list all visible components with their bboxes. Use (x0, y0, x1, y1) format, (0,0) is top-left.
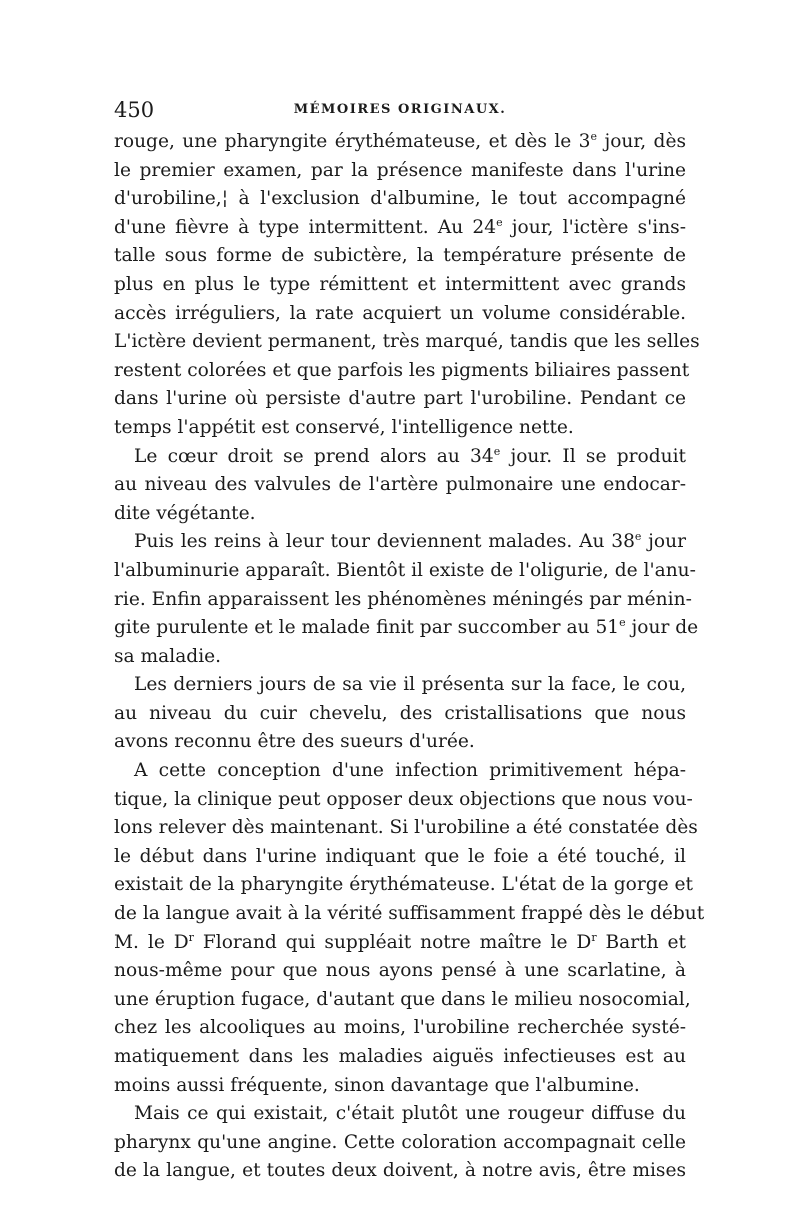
text-line: L'ictère devient permanent, très marqué, tandis que les selles (114, 331, 700, 353)
page-number: 450 (114, 98, 155, 122)
text-line: au niveau des valvules de l'artère pulmonaire une endocar- (114, 474, 686, 496)
text-line: chez les alcooliques au moins, l'urobiline recherchée systé- (114, 1017, 686, 1039)
text-line: d'une fièvre à type intermittent. Au 24e jour, l'ictère s'ins- (114, 215, 686, 238)
text-line: au niveau du cuir chevelu, des cristallisations que nous (114, 702, 686, 724)
text-line: gite purulente et le malade finit par succomber au 51e jour de (114, 616, 699, 639)
text-line: temps l'appétit est conservé, l'intelligence nette. (114, 416, 574, 438)
text-line: existait de la pharyngite érythémateuse. L'état de la gorge et (114, 874, 694, 896)
text-line: plus en plus le type rémittent et intermittent avec grands (114, 273, 686, 295)
text-line: rouge, une pharyngite érythémateuse, et dès le 3e jour, dès (114, 130, 686, 152)
text-line: moins aussi fréquente, sinon davantage que l'albumine. (114, 1074, 640, 1096)
text-line: pharynx qu'une angine. Cette coloration accompagnait celle (114, 1131, 686, 1153)
running-title: MÉMOIRES ORIGINAUX. (293, 102, 507, 117)
text-line: avons reconnu être des sueurs d'urée. (114, 731, 475, 753)
text-line: restent colorées et que parfois les pigments biliaires passent (114, 359, 690, 381)
body-text (114, 128, 705, 1186)
text-line: M. le $D^r$ Florand qui suppléait notre maître le $D^r$ Barth et (114, 930, 686, 953)
text-line: le début dans l'urine indiquant que le foie a été touché, il (114, 845, 686, 867)
text-line: d'urobiline,¦ à l'exclusion d'albumine, le tout accompagné (114, 188, 686, 210)
text-line: accès irréguliers, la rate acquiert un volume considérable. (114, 302, 686, 324)
text-line: matiquement dans les maladies aiguës infectieuses est au (114, 1046, 686, 1067)
text-line: l'albuminurie apparaît. Bientôt il existe de l'oligurie, de l'anu- (114, 559, 696, 581)
paragraph-start-line: Puis les reins à leur tour deviennent malades. Au 38e jour (134, 530, 686, 553)
text-line: rie. Enfin apparaissent les phénomènes méningés par ménin- (114, 588, 692, 610)
paragraph-start-line: Mais ce qui existait, c'était plutôt une rougeur diffuse du (134, 1103, 686, 1125)
text-line: une éruption fugace, d'autant que dans le milieu nosocomial, (114, 988, 691, 1010)
paragraph-start-line: Les derniers jours de sa vie il présenta sur la face, le cou, (134, 674, 686, 696)
text-line: de la langue, et toutes deux doivent, à notre avis, être mises (114, 1160, 686, 1182)
text-line: nous-même pour que nous ayons pensé à une scarlatine, à (114, 960, 686, 982)
paragraph-start-line: A cette conception d'une infection primitivement hépa- (134, 760, 686, 782)
running-head (114, 97, 686, 123)
paragraph-start-line: Le cœur droit se prend alors au 34e jour. Il se produit (134, 444, 686, 467)
text-line: dans l'urine où persiste d'autre part l'urobiline. Pendant ce (114, 388, 686, 410)
text-line: lons relever dès maintenant. Si l'urobiline a été constatée dès (114, 817, 698, 839)
text-line: tique, la clinique peut opposer deux objections que nous vou- (114, 788, 693, 810)
text-line: de la langue avait à la vérité suffisamment frappé dès le début (114, 903, 705, 925)
text-line: sa maladie. (114, 645, 222, 667)
text-line: dite végétante. (114, 502, 256, 524)
text-line: le premier examen, par la présence manifeste dans l'urine (114, 159, 686, 181)
text-line: talle sous forme de subictère, la température présente de (114, 245, 686, 267)
